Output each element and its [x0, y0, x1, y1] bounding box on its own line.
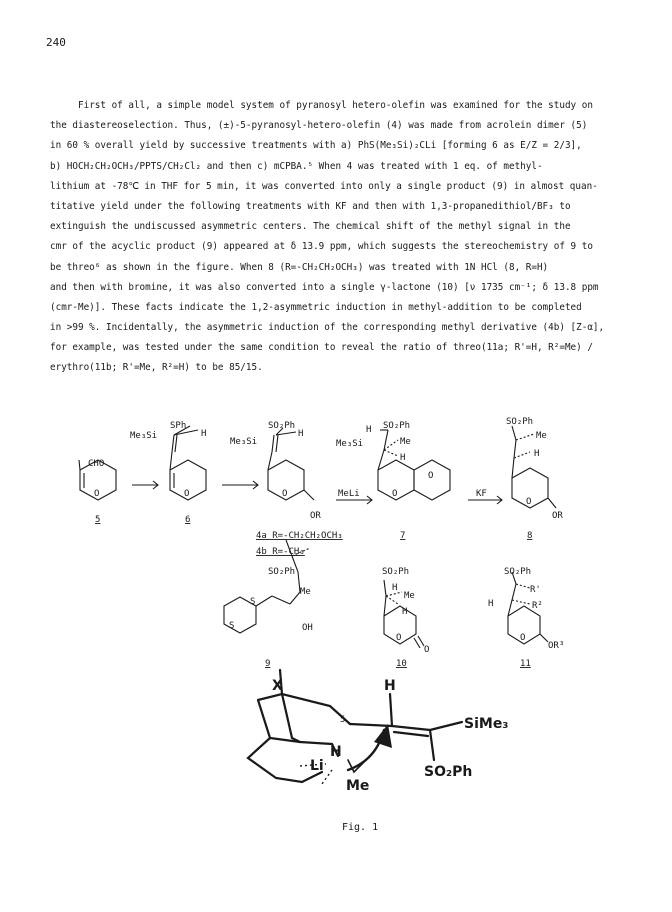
substituent-label: SPh [170, 421, 187, 431]
substituent-label: SO₂Ph [506, 417, 534, 427]
substituent-label: SO₂Ph [268, 421, 296, 431]
substituent-label: O [184, 489, 190, 499]
text-line: be threo⁶ as shown in the figure. When 8 (R=-CH₂CH₂OCH₃) was treated with 1N HCl (8, R=H) [50, 261, 549, 273]
text-line: in 60 % overall yield by successive treatments with a) PhS(Me₃Si)₂CLi [forming 6 as E/Z = 2/3], [50, 140, 582, 152]
substituent-label: Me₃Si [230, 437, 258, 447]
substituent-label: O [520, 633, 526, 643]
substituent-label: Me [404, 591, 415, 601]
substituent-label: S [229, 621, 235, 631]
text-line: cmr of the acyclic product (9) appeared at δ 13.9 ppm, which suggests the stereochemistry of 9 to [50, 241, 593, 253]
compound-number: 11 [520, 659, 531, 669]
reagent-label: MeLi [338, 489, 360, 499]
compound-number: 4b R=-CH₃ [256, 547, 305, 557]
substituent-label: R² [532, 601, 543, 611]
figure-label-position: 5 [340, 715, 346, 725]
compound-8-structure [512, 426, 556, 508]
substituent-label: SO₂Ph [382, 567, 410, 577]
text-line: the diastereoselection. Thus, (±)-5-pyranosyl-hetero-olefin (4) was made from acrolein dimer (5) [50, 120, 588, 132]
compound-number: 10 [396, 659, 407, 669]
text-line: titative yield under the following treatments with KF and then with 1,3-propanedithiol/BF₃ to [50, 200, 571, 212]
substituent-label: O [424, 645, 430, 655]
substituent-label: OR³ [548, 641, 565, 651]
substituent-label: Me [300, 587, 311, 597]
substituent-label: H [534, 449, 540, 459]
compound-number: 6 [185, 515, 191, 525]
substituent-label: O [396, 633, 402, 643]
figure-label-h: H [330, 744, 342, 760]
text-line: lithium at -78℃ in THF for 5 min, it was converted into only a single product (9) in almost quan- [50, 180, 598, 192]
substituent-label: Me [400, 437, 411, 447]
substituent-label: O [392, 489, 398, 499]
figure-label-h: H [384, 678, 396, 694]
substituent-label: H [400, 453, 406, 463]
substituent-label: H [366, 425, 372, 435]
substituent-label: H [298, 429, 304, 439]
compound-number: 9 [265, 659, 271, 669]
page-number: 240 [46, 36, 66, 49]
text-line: (cmr-Me)]. These facts indicate the 1,2-asymmetric induction in methyl-addition to be completed [50, 301, 582, 313]
reaction-arrow [132, 481, 158, 489]
substituent-label: O [94, 489, 100, 499]
text-line: for example, was tested under the same condition to reveal the ratio of threo(11a; R'=H, R²=Me) / [50, 342, 593, 354]
substituent-label: Me [536, 431, 547, 441]
text-line: erythro(11b; R'=Me, R²=H) to be 85/15. [50, 362, 263, 374]
text-line: b) HOCH₂CH₂OCH₃/PPTS/CH₂Cl₂ and then c) mCPBA.⁵ When 4 was treated with 1 eq. of methyl- [50, 160, 543, 172]
figure-label-sime3: SiMe₃ [464, 716, 509, 732]
compound-number: 7 [400, 531, 406, 541]
compound-number: 5 [95, 515, 101, 525]
compound-4-structure [268, 428, 314, 500]
figure-label-x: X [272, 678, 283, 694]
figure-label-me: Me [346, 778, 370, 794]
compound-number: 8 [527, 531, 533, 541]
substituent-label: H [488, 599, 494, 609]
substituent-label: Me₃Si [336, 439, 364, 449]
figure-caption: Fig. 1 [342, 822, 379, 833]
substituent-label: OR [310, 511, 321, 521]
substituent-label: SO₂Ph [383, 421, 411, 431]
figure-label-li: Li [310, 758, 324, 774]
reaction-arrow [222, 481, 258, 489]
figure-label-so2ph: SO₂Ph [424, 764, 473, 780]
substituent-label: CHO [88, 459, 105, 469]
reagent-label: KF [476, 489, 487, 499]
compound-number: 4a R=-CH₂CH₂OCH₃ [256, 531, 343, 541]
substituent-label: S [250, 597, 256, 607]
substituent-label: O [428, 471, 434, 481]
substituent-label: OH [302, 623, 313, 633]
substituent-label: Me₃Si [130, 431, 158, 441]
substituent-label: SO₂Ph [268, 567, 296, 577]
text-line: extinguish the undiscussed asymmetric centers. The chemical shift of the methyl signal in the [50, 221, 571, 233]
substituent-label: O [282, 489, 288, 499]
substituent-label: H [201, 429, 207, 439]
substituent-label: OR [552, 511, 563, 521]
text-line: in >99 %. Incidentally, the asymmetric induction of the corresponding methyl derivative (4b) [Z-α], [50, 322, 605, 334]
substituent-label: R' [530, 585, 541, 595]
substituent-label: O [526, 497, 532, 507]
text-line: First of all, a simple model system of pyranosyl hetero-olefin was examined for the study on [78, 100, 593, 111]
substituent-label: H [402, 607, 408, 617]
substituent-label: SO₂Ph [504, 567, 532, 577]
substituent-label: H [392, 583, 398, 593]
compound-7-structure [378, 430, 450, 500]
text-line: and then with bromine, it was also converted into a single γ-lactone (10) [ν 1735 cm⁻¹; δ 13.8 ppm [50, 281, 599, 293]
